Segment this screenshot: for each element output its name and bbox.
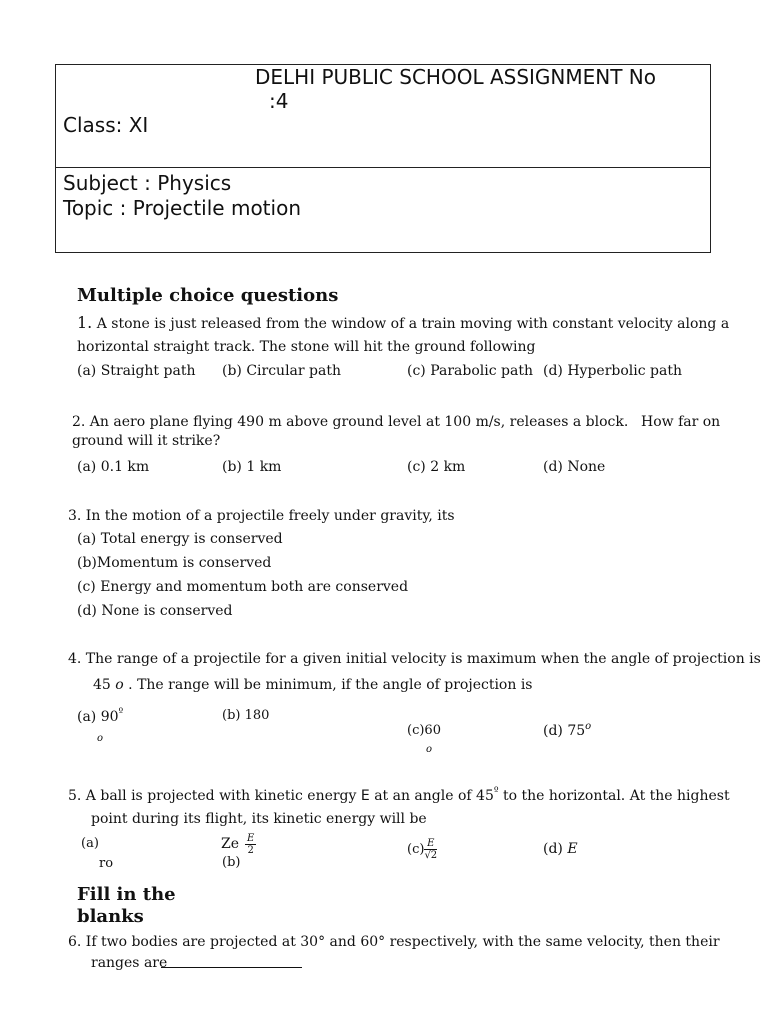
q6-answer-blank[interactable] — [161, 967, 302, 968]
q5-option-c-numerator: E — [424, 838, 437, 850]
q5-option-d-energy: E — [567, 841, 578, 857]
q2-option-c: (c) 2 km — [407, 459, 466, 475]
q4-option-d-o: o — [585, 721, 592, 732]
q4-option-d-label: (d) 75 — [543, 723, 586, 739]
header-divider — [56, 167, 710, 168]
q5-angle-45: 45 — [476, 788, 494, 804]
q5-option-a-zero: ro — [99, 856, 114, 871]
q5-text-line1 — [68, 787, 730, 807]
header-box — [55, 64, 711, 253]
topic-label: Topic : Projectile motion — [63, 196, 301, 220]
q2-text-line1a: 2. An aero plane flying 490 m above ground level at 100 m/s, releases a block. — [72, 414, 629, 430]
q3-option-a: (a) Total energy is conserved — [77, 531, 283, 547]
q1-option-c: (c) Parabolic path — [407, 363, 533, 379]
q1-number: 1. — [77, 313, 93, 332]
q2-option-b: (b) 1 km — [222, 459, 282, 475]
q1-option-a: (a) Straight path — [77, 363, 196, 379]
q5-option-d-label: (d) — [543, 841, 568, 857]
q1-text-line1: A stone is just released from the window of a train moving with constant velocity along a — [92, 316, 730, 332]
q4-option-c: (c)60 — [407, 723, 441, 738]
q4-option-a-degree: º — [118, 707, 124, 718]
q5-option-b: (b) — [222, 855, 241, 870]
q5-text-mid: at an angle of — [369, 788, 477, 804]
q2-text-line1b: How far on — [641, 414, 721, 430]
q5-option-c — [407, 838, 437, 861]
q5-option-b-numerator: E — [247, 833, 255, 844]
q1-option-b: (b) Circular path — [222, 363, 341, 379]
class-label: Class: XI — [63, 113, 149, 137]
q5-option-d — [543, 840, 578, 858]
q5-option-a: (a) — [81, 836, 99, 851]
q5-text-start: 5. A ball is projected with kinetic energy — [68, 788, 361, 804]
q2-option-a: (a) 0.1 km — [77, 459, 150, 475]
subject-label: Subject : Physics — [63, 171, 232, 195]
q5-text-line2: point during its flight, its kinetic energy will be — [91, 811, 427, 827]
q4-text-line2 — [93, 676, 533, 694]
q2-text-line2: ground will it strike? — [72, 433, 221, 449]
assignment-title: DELHI PUBLIC SCHOOL ASSIGNMENT No — [255, 65, 656, 89]
q3-option-c: (c) Energy and momentum both are conserved — [77, 579, 409, 595]
q5-text-end: to the horizontal. At the highest — [498, 788, 730, 804]
assignment-number: :4 — [269, 89, 289, 113]
mcq-heading: Multiple choice questions — [77, 285, 339, 306]
q4-option-b: (b) 180 — [222, 708, 270, 723]
q4-option-a-label: (a) 90 — [77, 709, 119, 725]
q1-option-d: (d) Hyperbolic path — [543, 363, 682, 379]
q5-energy-symbol: E — [360, 788, 370, 804]
q3-text: 3. In the motion of a projectile freely under gravity, its — [68, 508, 455, 524]
q5-option-c-denominator: √2 — [424, 850, 438, 861]
q1-text-line2: horizontal straight track. The stone will hit the ground following — [77, 339, 536, 355]
q4-option-d — [543, 722, 591, 742]
q6-text-line1: 6. If two bodies are projected at 30° and 60° respectively, with the same velocity, then their — [68, 934, 720, 950]
q5-angle-degree: º — [493, 786, 499, 797]
q5-option-b-denominator: 2 — [247, 845, 254, 856]
q4-angle-degree: o — [115, 677, 124, 693]
q3-option-d: (d) None is conserved — [77, 603, 233, 619]
q4-option-c-o: o — [426, 744, 433, 755]
fill-heading-line2: blanks — [77, 906, 144, 927]
q4-option-a — [77, 708, 123, 728]
q1-line1 — [77, 313, 730, 333]
q5-option-b-fraction — [245, 833, 256, 856]
q4-option-a-o: o — [97, 733, 104, 744]
fill-heading-line1: Fill in the — [77, 884, 176, 905]
q6-text-line2: ranges are — [91, 955, 168, 971]
q3-option-b: (b)Momentum is conserved — [77, 555, 272, 571]
q2-option-d: (d) None — [543, 459, 606, 475]
q4-text-line1: 4. The range of a projectile for a given initial velocity is maximum when the angle of projection is — [68, 651, 761, 667]
q4-angle-45: 45 — [93, 677, 111, 693]
q5-option-c-label: (c) — [407, 842, 425, 857]
q5-option-b-zero: Ze — [221, 836, 240, 852]
q4-text-line2-rest: . The range will be minimum, if the angle of projection is — [123, 677, 533, 693]
